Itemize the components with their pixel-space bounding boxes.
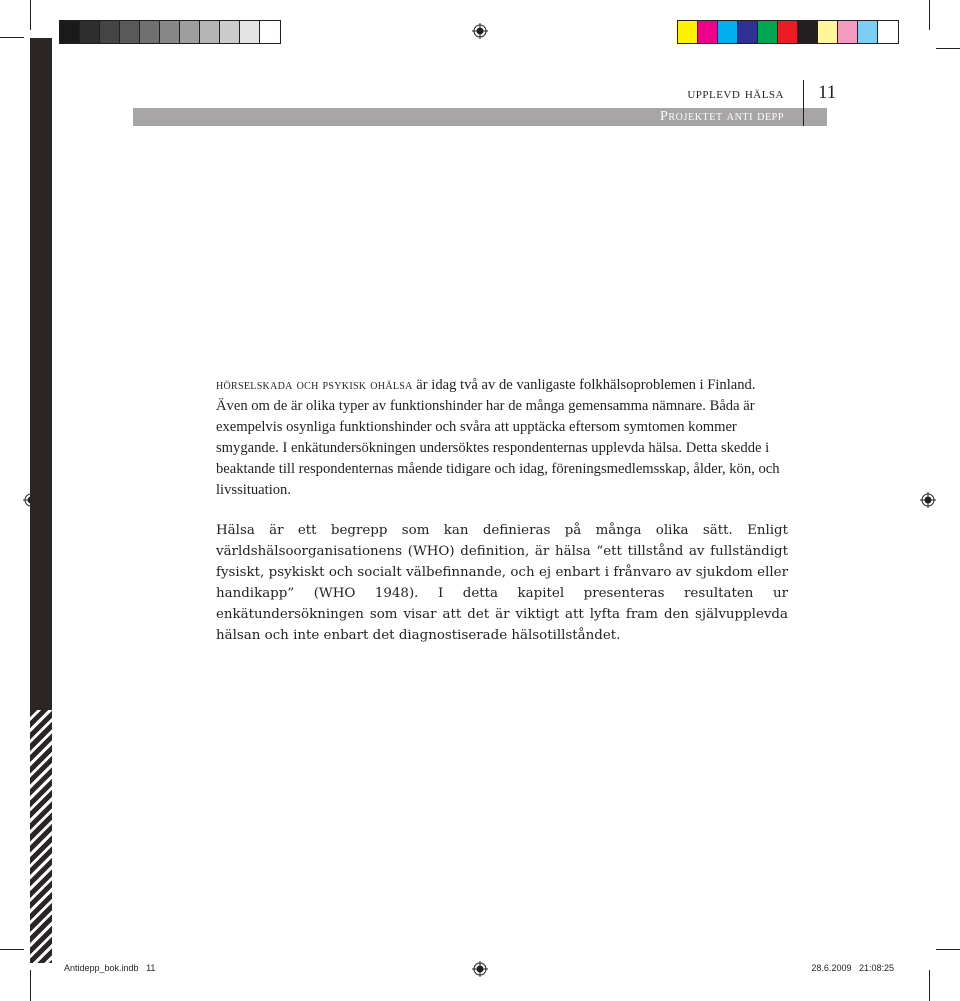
color-swatch <box>100 21 120 43</box>
header-divider <box>803 80 804 126</box>
color-swatch <box>878 21 898 43</box>
page-edge-bar <box>30 38 52 963</box>
color-swatch <box>140 21 160 43</box>
color-swatch <box>698 21 718 43</box>
color-swatch <box>260 21 280 43</box>
paragraph-1-text: är idag två av de vanligaste folkhälsoproblemen i Finland. Även om de är olika typer av funktionshinder har de många gemensamma nämnare. Båda är exempelvis osynliga funktionshinder och svåra att upptäcka eftersom symtomen kommer smygande. I enkätundersökningen undersöktes respondenternas upplevda hälsa. Detta skedde i beaktande till respondenternas mående tidigare och idag, föreningsmedlemsskap, ålder, kön, och livssituation. <box>216 377 780 499</box>
slug-filename: Antidepp_bok.indb 11 <box>64 963 156 973</box>
color-swatch <box>200 21 220 43</box>
color-swatch <box>220 21 240 43</box>
chapter-title: upplevd hälsa <box>687 85 784 102</box>
paragraph-lead-in: hörselskada och psykisk ohälsa <box>216 377 413 393</box>
color-swatch <box>120 21 140 43</box>
color-swatch <box>838 21 858 43</box>
color-swatch <box>678 21 698 43</box>
color-swatch <box>818 21 838 43</box>
grayscale-color-bar <box>59 20 281 44</box>
color-swatch <box>778 21 798 43</box>
color-swatch <box>738 21 758 43</box>
crop-mark <box>936 949 960 950</box>
paragraph-2: Hälsa är ett begrepp som kan definieras på många olika sätt. Enligt världshälsoorganisationens (WHO) definition, är hälsa “ett tillstånd av fullständigt fysiskt, psykiskt och socialt välbefinnande, och ej enbart i frånvaro av sjukdom eller handikapp” (WHO 1948). I detta kapitel presenteras resultaten ur enkätundersökningen som visar att det är viktigt att lyfta fram den självupplevda hälsan och inte enbart det diagnostiserade hälsotillståndet. <box>216 523 788 643</box>
page-number: 11 <box>818 82 837 103</box>
crop-mark <box>0 949 24 950</box>
color-swatch <box>798 21 818 43</box>
crop-mark <box>0 37 24 38</box>
color-swatch <box>160 21 180 43</box>
color-swatch <box>80 21 100 43</box>
crop-mark <box>30 0 31 30</box>
color-swatch <box>240 21 260 43</box>
crop-mark <box>936 48 960 49</box>
color-swatch <box>180 21 200 43</box>
hatched-pattern <box>30 710 52 963</box>
registration-mark-icon <box>472 23 488 39</box>
crop-mark <box>929 0 930 30</box>
color-swatch <box>858 21 878 43</box>
registration-mark-icon <box>920 492 936 508</box>
color-swatch <box>718 21 738 43</box>
crop-mark <box>929 970 930 1001</box>
color-swatch <box>60 21 80 43</box>
registration-mark-icon <box>472 961 488 977</box>
process-color-bar <box>677 20 899 44</box>
paragraph-1 <box>216 375 788 502</box>
crop-mark <box>30 970 31 1001</box>
color-swatch <box>758 21 778 43</box>
project-title: Projektet anti depp <box>660 109 784 124</box>
slug-timestamp: 28.6.2009 21:08:25 <box>811 963 894 973</box>
